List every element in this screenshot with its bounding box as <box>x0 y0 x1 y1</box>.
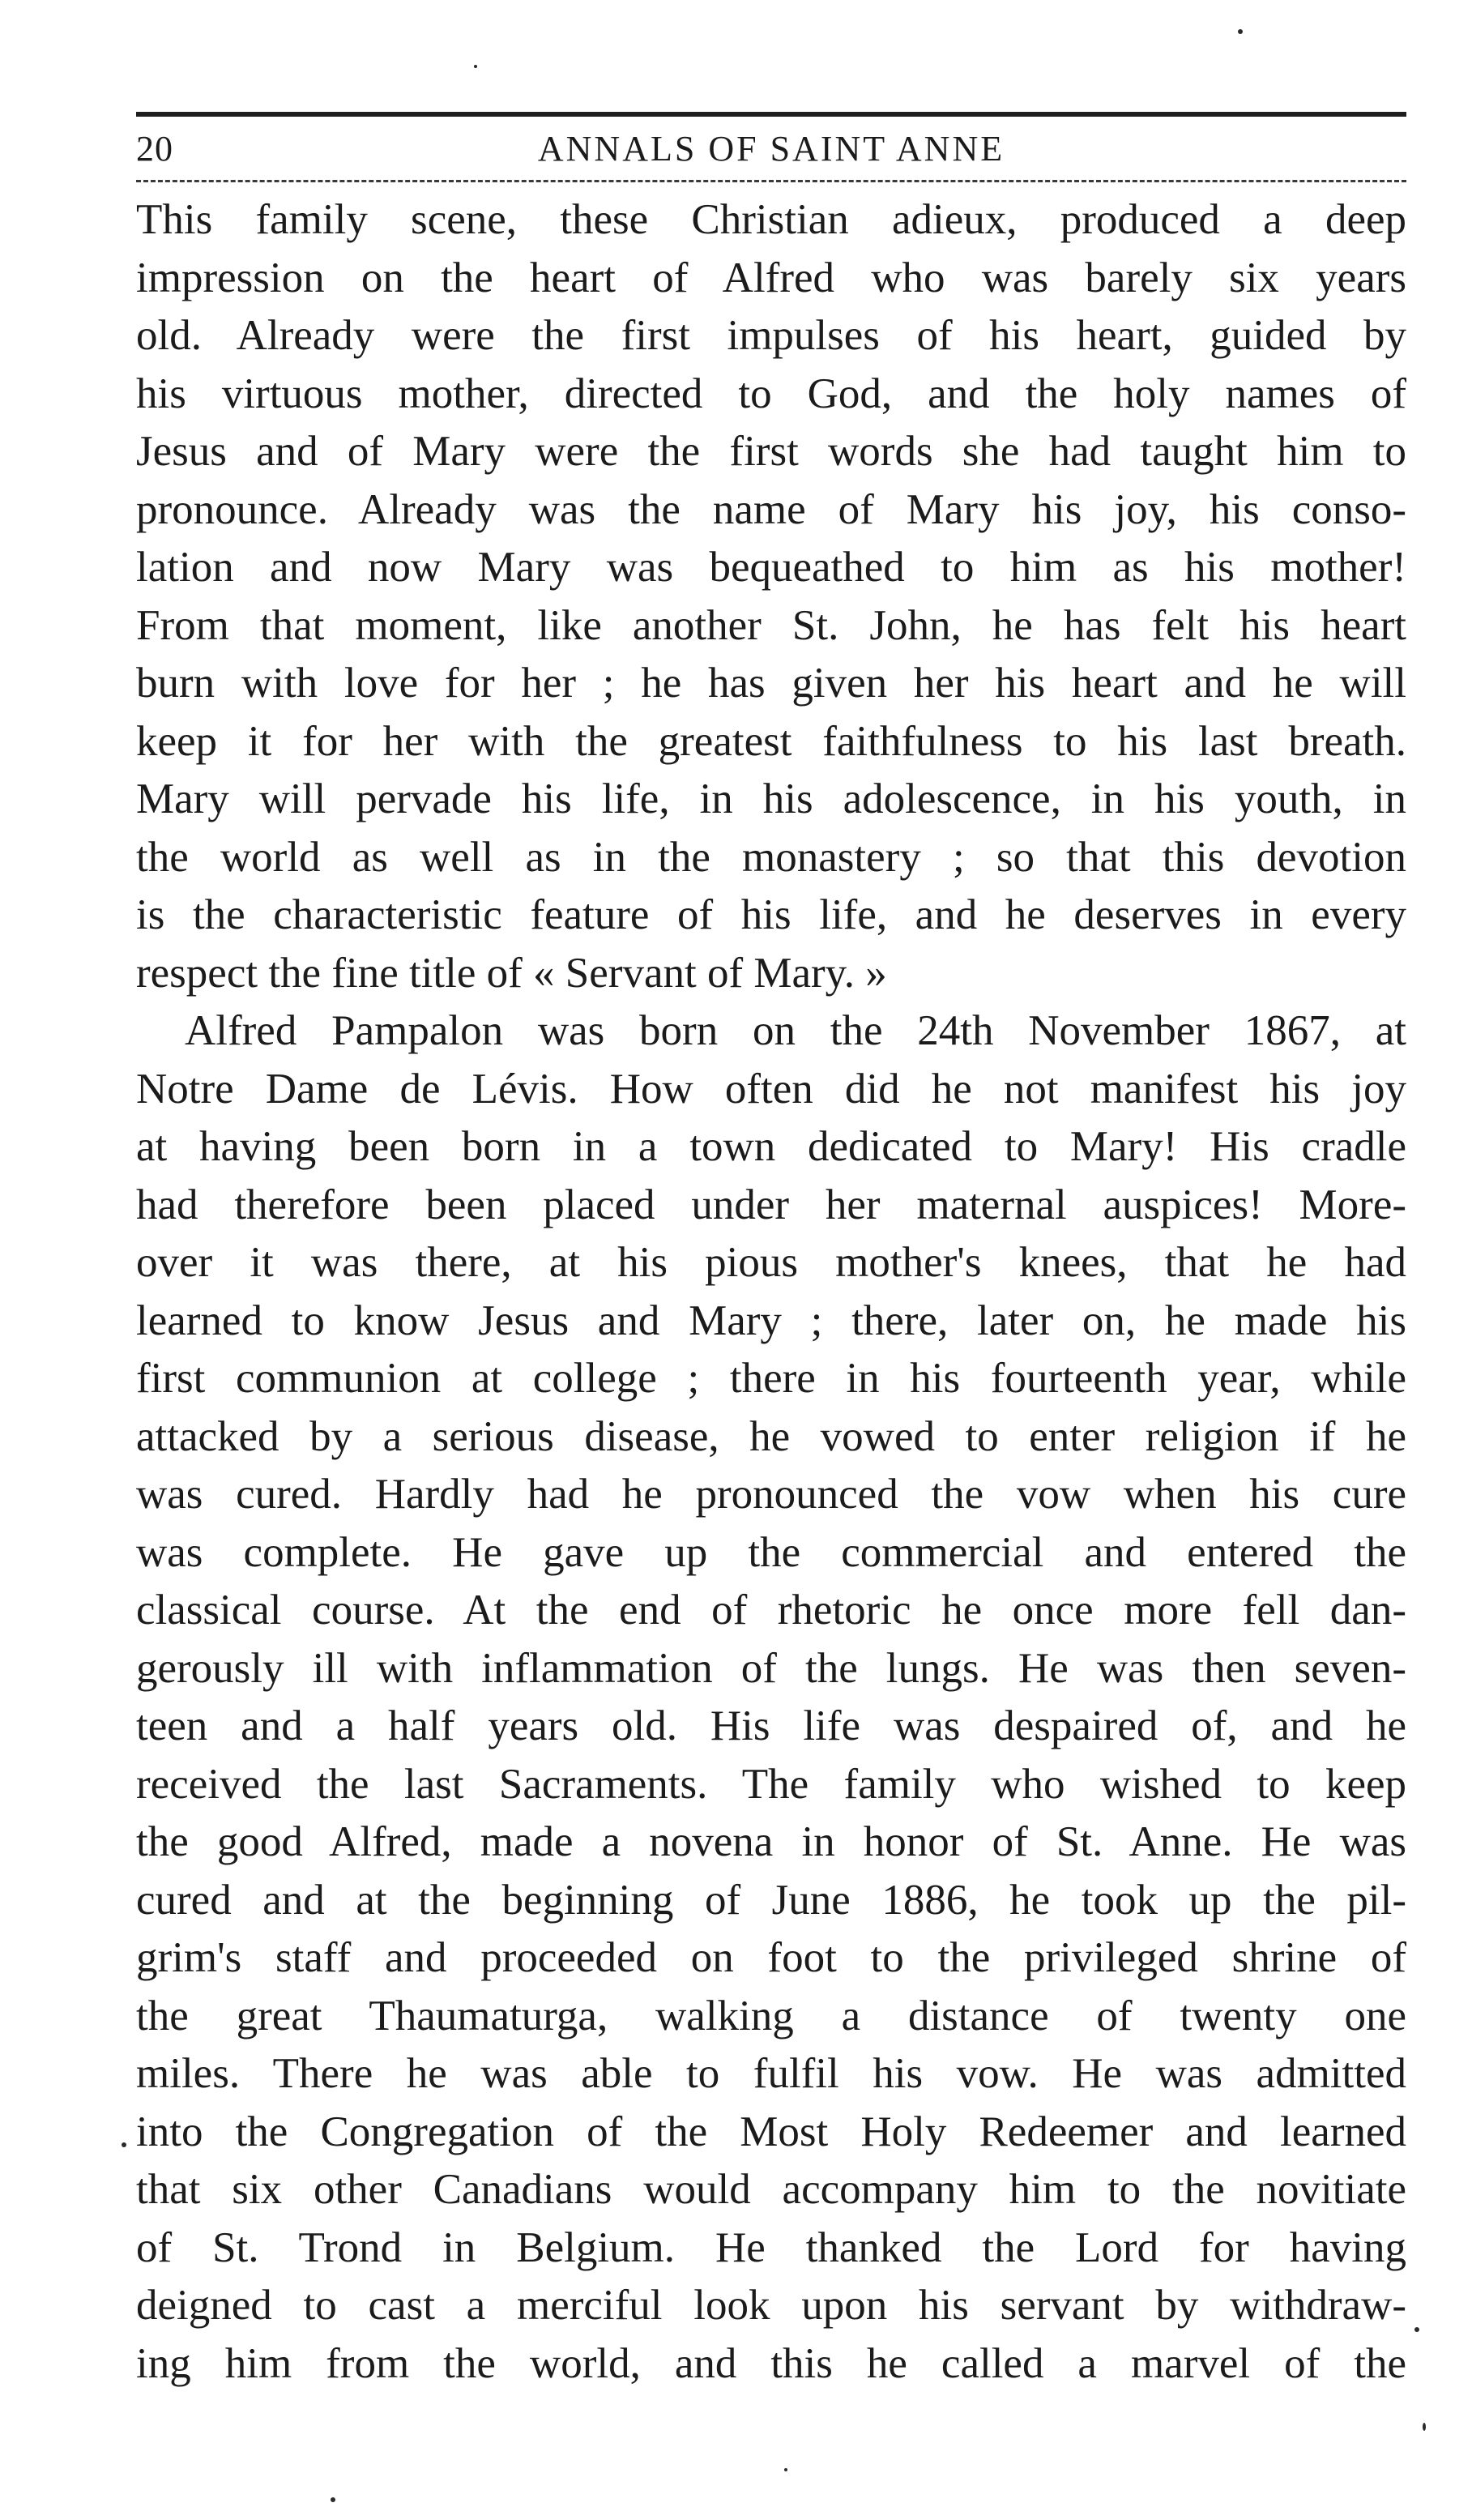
body-text <box>136 191 1406 2393</box>
text-line: that six other Canadians would accompany him to the novitiate <box>136 2166 1406 2213</box>
text-line: over it was there, at his pious mother's knees, that he had <box>136 1239 1406 1286</box>
text-line: cured and at the beginning of June 1886, he took up the pil- <box>136 1876 1406 1924</box>
running-title: ANNALS OF SAINT ANNE <box>537 129 1005 169</box>
ink-speck <box>331 2497 335 2502</box>
text-line: burn with love for her ; he has given her his heart and he will <box>136 660 1406 707</box>
page-number: 20 <box>136 129 173 169</box>
ink-speck <box>1423 2423 1426 2431</box>
text-line: keep it for her with the greatest faithfulness to his last breath. <box>136 717 1406 765</box>
text-line: miles. There he was able to fulfil his vow. He was admitted <box>136 2050 1406 2097</box>
text-line: respect the fine title of « Servant of Mary. » <box>136 949 887 997</box>
header-rule-top <box>136 112 1406 117</box>
text-line: was complete. He gave up the commercial and entered the <box>136 1528 1406 1576</box>
text-line: the world as well as in the monastery ; so that this devotion <box>136 833 1406 881</box>
ink-speck <box>474 65 477 68</box>
running-header <box>136 123 1406 175</box>
text-line: attacked by a serious disease, he vowed to enter religion if he <box>136 1412 1406 1460</box>
text-line: classical course. At the end of rhetoric he once more fell dan- <box>136 1587 1406 1634</box>
text-line: his virtuous mother, directed to God, and the holy names of <box>136 369 1406 417</box>
text-line: first communion at college ; there in his fourteenth year, while <box>136 1355 1406 1402</box>
text-line: grim's staff and proceeded on foot to the privileged shrine of <box>136 1934 1406 1981</box>
text-line: Alfred Pampalon was born on the 24th November 1867, at <box>185 1007 1406 1054</box>
text-line: is the characteristic feature of his life, and he deserves in every <box>136 891 1406 938</box>
text-line: Notre Dame de Lévis. How often did he not manifest his joy <box>136 1065 1406 1113</box>
text-line: From that moment, like another St. John, he has felt his heart <box>136 601 1406 649</box>
text-line: old. Already were the first impulses of his heart, guided by <box>136 312 1406 359</box>
text-line: of St. Trond in Belgium. He thanked the Lord for having <box>136 2223 1406 2271</box>
text-line: Mary will pervade his life, in his adolescence, in his youth, in <box>136 775 1406 822</box>
ink-speck <box>1414 2327 1419 2332</box>
ink-speck <box>1238 29 1243 34</box>
text-line: pronounce. Already was the name of Mary his joy, his conso- <box>136 485 1406 533</box>
text-line: into the Congregation of the Most Holy Redeemer and learned <box>136 2108 1406 2155</box>
text-line: gerously ill with inflammation of the lungs. He was then seven- <box>136 1644 1406 1692</box>
text-line: ing him from the world, and this he called a marvel of the <box>136 2339 1406 2387</box>
text-line: received the last Sacraments. The family who wished to keep <box>136 1760 1406 1808</box>
text-line: learned to know Jesus and Mary ; there, later on, he made his <box>136 1296 1406 1344</box>
text-line: the great Thaumaturga, walking a distance of twenty one <box>136 1992 1406 2039</box>
text-line: had therefore been placed under her maternal auspices! More- <box>136 1181 1406 1228</box>
ink-speck <box>122 2142 126 2147</box>
text-line: at having been born in a town dedicated to Mary! His cradle <box>136 1123 1406 1170</box>
text-line: lation and now Mary was bequeathed to him as his mother! <box>136 544 1406 591</box>
text-line: the good Alfred, made a novena in honor of St. Anne. He was <box>136 1818 1406 1865</box>
header-rule-bottom <box>136 180 1406 182</box>
text-line: Jesus and of Mary were the first words she had taught him to <box>136 428 1406 475</box>
text-line: teen and a half years old. His life was despaired of, and he <box>136 1702 1406 1749</box>
text-line: was cured. Hardly had he pronounced the vow when his cure <box>136 1471 1406 1518</box>
text-line: This family scene, these Christian adieux, produced a deep <box>136 196 1406 243</box>
text-line: deigned to cast a merciful look upon his servant by withdraw- <box>136 2282 1406 2329</box>
ink-speck <box>784 2468 787 2471</box>
text-line: impression on the heart of Alfred who was barely six years <box>136 254 1406 301</box>
